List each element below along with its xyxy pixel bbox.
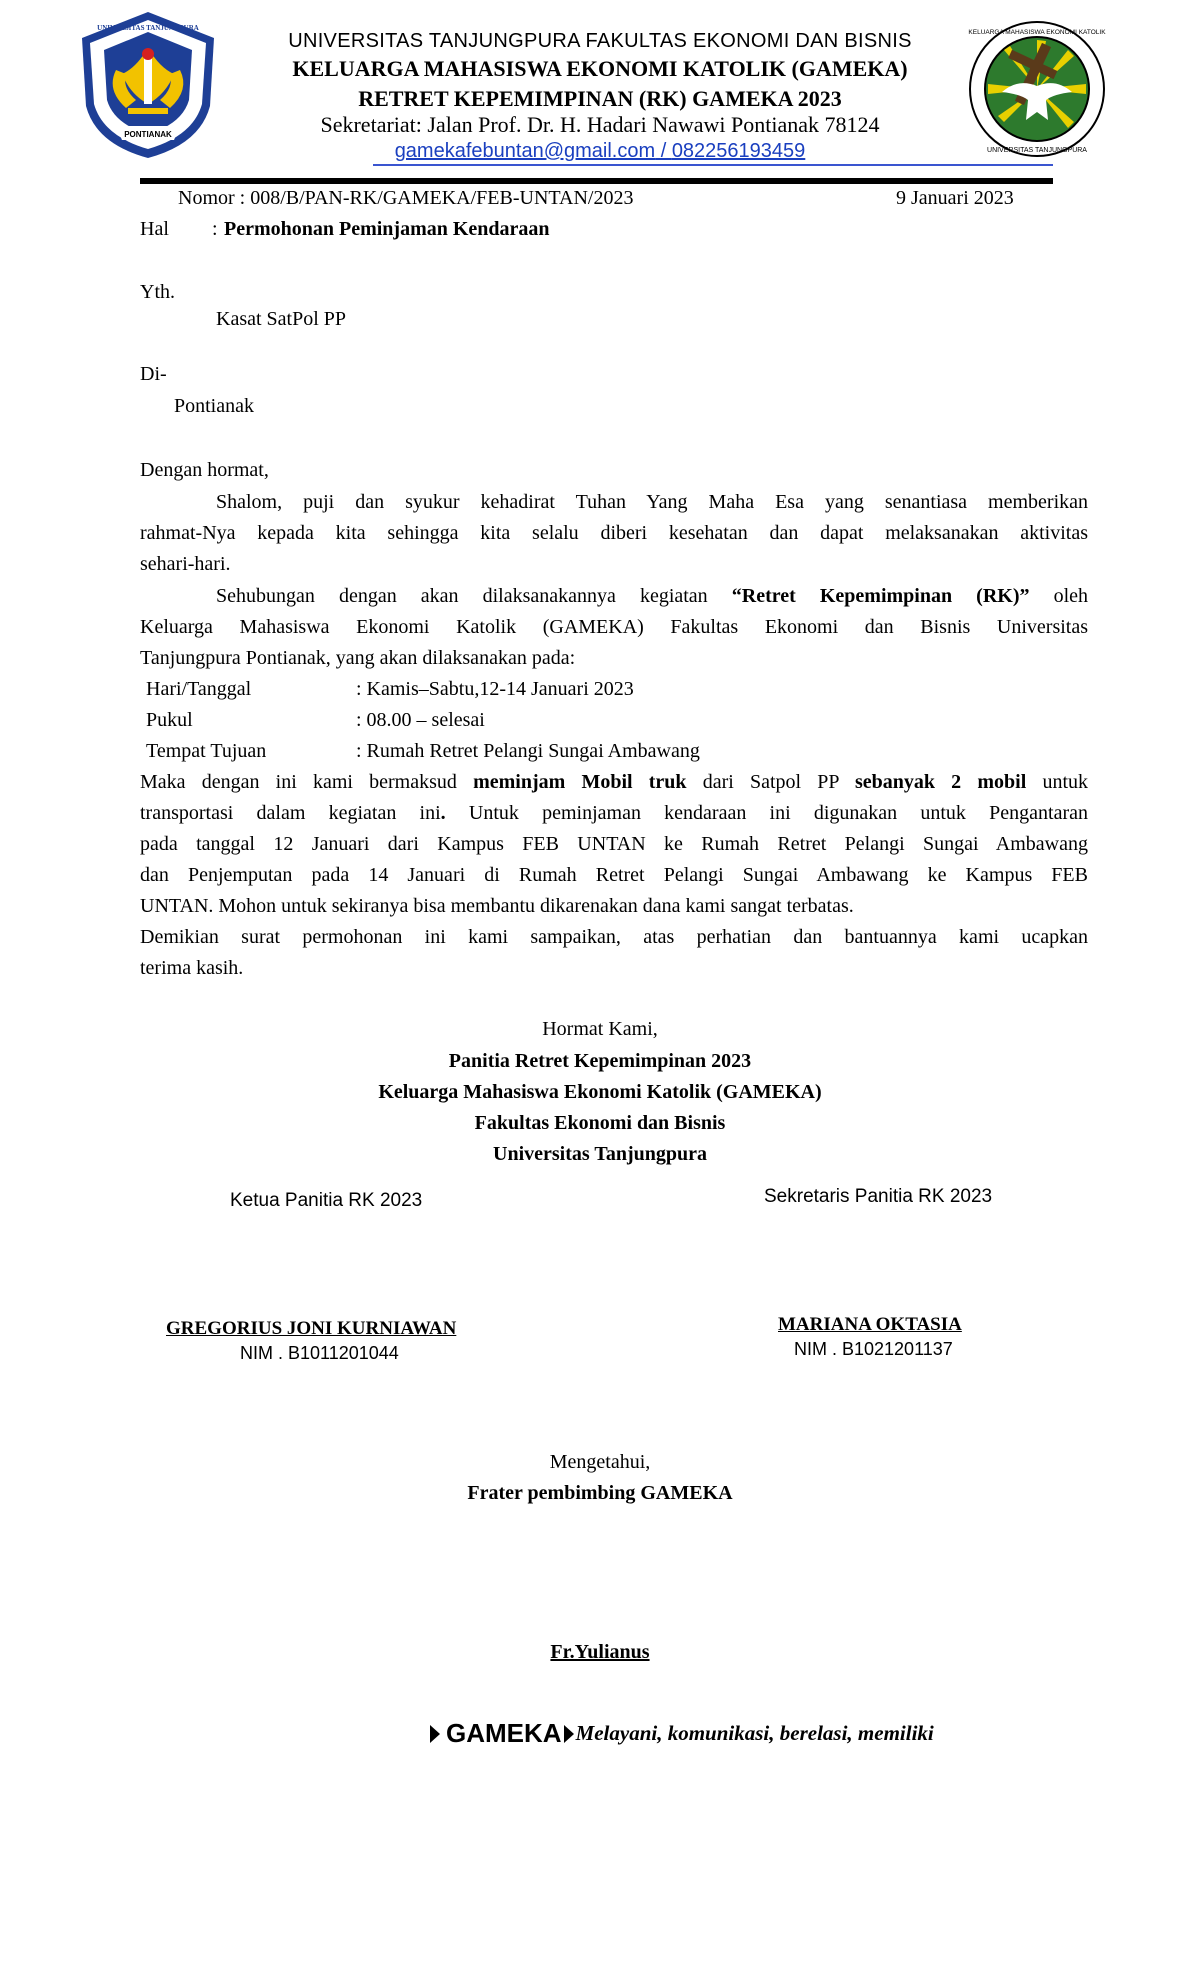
paragraph-2-line-2: Keluarga Mahasiswa Ekonomi Katolik (GAMEKA) Fakultas Ekonomi dan Bisnis Universitas: [140, 616, 1088, 638]
detail-value-date: : Kamis–Sabtu,12-14 Januari 2023: [356, 678, 634, 700]
closing-regards: Hormat Kami,: [542, 1018, 658, 1040]
header-event: RETRET KEPEMIMPINAN (RK) GAMEKA 2023: [358, 86, 842, 111]
recipient-prefix: Yth.: [140, 281, 175, 303]
header-contact: [0, 140, 1200, 163]
subject-colon: :: [212, 218, 218, 240]
right-signatory-name: MARIANA OKTASIA: [778, 1314, 962, 1335]
paragraph-3-period: .: [440, 802, 446, 824]
paragraph-3-line-5: UNTAN. Mohon untuk sekiranya bisa membantu dikarenakan dana kami sangat terbatas.: [140, 895, 854, 917]
paragraph-4-line-1: Demikian surat permohonan ini kami sampaikan, atas perhatian dan bantuannya kami ucapkan: [140, 926, 1088, 948]
recipient-city: Pontianak: [174, 395, 254, 417]
right-signatory-nim: NIM . B1021201137: [794, 1339, 953, 1359]
paragraph-2-line-3: Tanjungpura Pontianak, yang akan dilaksanakan pada:: [140, 647, 576, 669]
detail-value-place: : Rumah Retret Pelangi Sungai Ambawang: [356, 740, 700, 762]
advisor-title: Frater pembimbing GAMEKA: [467, 1482, 733, 1504]
paragraph-3-line-1: [140, 770, 1088, 794]
header-university: UNIVERSITAS TANJUNGPURA FAKULTAS EKONOMI DAN BISNIS: [288, 30, 912, 52]
paragraph-2-text-c: oleh: [1029, 585, 1089, 607]
detail-label-date: Hari/Tanggal: [146, 678, 252, 700]
svg-text:KELUARGA MAHASISWA EKONOMI KAT: KELUARGA MAHASISWA EKONOMI KATOLIK: [968, 29, 1106, 36]
paragraph-2-text-a: Sehubungan dengan akan dilaksanakannya kegiatan: [216, 585, 732, 607]
header-organization: KELUARGA MAHASISWA EKONOMI KATOLIK (GAMEKA): [292, 56, 908, 81]
vehicle-quantity: sebanyak 2 mobil: [854, 771, 1027, 793]
paragraph-3-line-3: pada tanggal 12 Januari dari Kampus FEB UNTAN ke Rumah Retret Pelangi Sungai Ambawang: [140, 833, 1088, 855]
advisor-name: Fr.Yulianus: [550, 1641, 650, 1663]
acknowledge-label: Mengetahui,: [549, 1451, 651, 1473]
left-signatory-nim: NIM . B1011201044: [240, 1343, 399, 1363]
footer-motto: Melayani, komunikasi, berelasi, memiliki: [575, 1721, 934, 1745]
svg-text:UNIVERSITAS TANJUNGPURA: UNIVERSITAS TANJUNGPURA: [987, 147, 1087, 154]
recipient-di: Di-: [140, 363, 167, 385]
svg-text:PONTIANAK: PONTIANAK: [124, 130, 172, 139]
paragraph-4-line-2: terima kasih.: [140, 957, 244, 979]
org-line-2: Keluarga Mahasiswa Ekonomi Katolik (GAMEKA): [378, 1081, 822, 1103]
detail-value-time: : 08.00 – selesai: [356, 709, 485, 731]
arrow-bullet-icon: [428, 1723, 442, 1745]
paragraph-3-text-f: transportasi dalam kegiatan ini: [140, 802, 441, 824]
detail-label-time: Pukul: [146, 709, 193, 731]
left-signatory-title: Ketua Panitia RK 2023: [230, 1190, 423, 1211]
paragraph-2-line-1: [216, 584, 1088, 608]
contact-separator: /: [655, 140, 672, 162]
svg-text:UNIVERSITAS TANJUNGPURA: UNIVERSITAS TANJUNGPURA: [97, 24, 199, 32]
event-name: “Retret Kepemimpinan (RK)”: [731, 585, 1030, 607]
paragraph-1-line-2: rahmat-Nya kepada kita sehingga kita selalu diberi kesehatan dan dapat melaksanakan aktivitas: [140, 522, 1088, 544]
arrow-bullet-icon: [562, 1723, 576, 1745]
paragraph-3-text-e: untuk: [1026, 771, 1089, 793]
header-address: Sekretariat: Jalan Prof. Dr. H. Hadari Nawawi Pontianak 78124: [320, 112, 880, 137]
greeting: Dengan hormat,: [140, 459, 269, 481]
org-line-3: Fakultas Ekonomi dan Bisnis: [474, 1112, 726, 1134]
letter-date: 9 Januari 2023: [896, 187, 1014, 209]
paragraph-1-line-3: sehari-hari.: [140, 553, 231, 575]
recipient-name: Kasat SatPol PP: [216, 308, 347, 330]
detail-label-place: Tempat Tujuan: [146, 740, 267, 762]
email-link[interactable]: gamekafebuntan@gmail.com: [394, 140, 656, 162]
phone-number: 082256193459: [671, 140, 806, 162]
paragraph-1-line-1: Shalom, puji dan syukur kehadirat Tuhan Yang Maha Esa yang senantiasa memberikan: [216, 491, 1088, 513]
footer-tagline: [428, 1718, 934, 1749]
paragraph-3-line-4: dan Penjemputan pada 14 Januari di Rumah Retret Pelangi Sungai Ambawang ke Kampus FEB: [140, 864, 1088, 886]
org-line-4: Universitas Tanjungpura: [493, 1143, 707, 1165]
paragraph-3-line-2: [140, 801, 1088, 825]
subject-text: Permohonan Peminjaman Kendaraan: [224, 218, 550, 240]
right-signatory-title: Sekretaris Panitia RK 2023: [764, 1186, 993, 1207]
letter-number: Nomor : 008/B/PAN-RK/GAMEKA/FEB-UNTAN/2023: [178, 187, 634, 209]
paragraph-3-text-c: dari Satpol PP: [686, 771, 855, 793]
footer-brand: GAMEKA: [446, 1718, 562, 1748]
paragraph-3-text-g: Untuk peminjaman kendaraan ini digunakan untuk Pengantaran: [445, 802, 1088, 824]
left-signatory-name: GREGORIUS JONI KURNIAWAN: [166, 1318, 457, 1339]
subject-label: Hal: [140, 218, 169, 240]
header-thick-rule: [140, 178, 1053, 184]
header-thin-rule: [373, 164, 1053, 166]
org-line-1: Panitia Retret Kepemimpinan 2023: [448, 1050, 752, 1072]
paragraph-3-text-a: Maka dengan ini kami bermaksud: [140, 771, 474, 793]
vehicle-request: meminjam Mobil truk: [473, 771, 687, 793]
